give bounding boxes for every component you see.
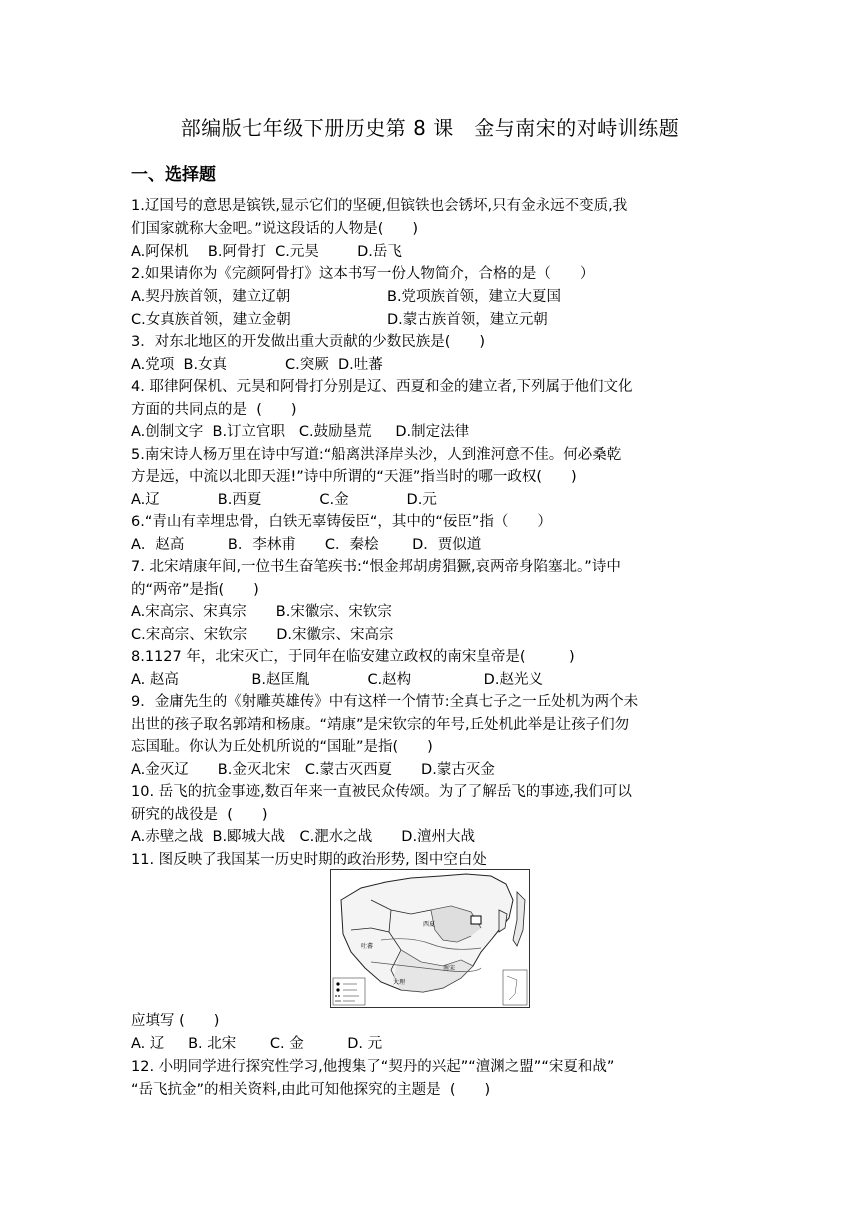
question-11-line-2: 应填写 ( ): [131, 1013, 220, 1029]
question-7-options-1: A.宋高宗、宋真宗 B.宋徽宗、宋钦宗: [131, 604, 392, 620]
question-4-line-2: 方面的共同点的是 ( ): [131, 402, 297, 418]
question-1-options: A.阿保机 B.阿骨打 C.元昊 D.岳飞: [131, 244, 402, 260]
question-10-options: A.赤壁之战 B.郾城大战 C.淝水之战 D.澶州大战: [131, 829, 476, 845]
question-2-option-c: C.女真族首领，建立金朝: [131, 312, 291, 328]
question-9-line-2: 出世的孩子取名郭靖和杨康。“靖康”是宋钦宗的年号,丘处机此举是让孩子们勿: [131, 717, 630, 733]
question-11: 11. 图反映了我国某一历史时期的政治形势, 图中空白处: [131, 852, 487, 868]
question-8-options: A. 赵高 B.赵匡胤 C.赵构 D.赵光义: [131, 672, 543, 688]
question-6: 6.“青山有幸埋忠骨，白铁无辜铸佞臣“，其中的“佞臣”指（ ）: [131, 514, 552, 530]
question-1-line-1: 1.辽国号的意思是镔铁,显示它们的坚硬,但镔铁也会锈坏,只有金永远不变质,我: [131, 198, 628, 214]
question-4-line-1: 4. 耶律阿保机、元昊和阿骨打分别是辽、西夏和金的建立者,下列属于他们文化: [131, 379, 633, 395]
question-2-option-b: B.党项族首领，建立大夏国: [387, 289, 562, 305]
question-7-options-2: C.宋高宗、宋钦宗 D.宋徽宗、宋高宗: [131, 627, 394, 643]
question-9-options: A.金灭辽 B.金灭北宋 C.蒙古灭西夏 D.蒙古灭金: [131, 762, 495, 778]
question-11-options: A. 辽 B. 北宋 C. 金 D. 元: [131, 1036, 383, 1052]
question-5-options: A.辽 B.西夏 C.金 D.元: [131, 492, 437, 508]
historical-map: [330, 869, 530, 1008]
question-9-line-3: 忘国耻。你认为丘处机所说的“国耻”是指( ): [131, 739, 433, 755]
question-4-options: A.创制文字 B.订立官职 C.鼓励垦荒 D.制定法律: [131, 424, 470, 440]
question-12-line-1: 12. 小明同学进行探究性学习,他搜集了“契丹的兴起”“澶渊之盟”“宋夏和战”: [131, 1059, 615, 1075]
map-label-tubo: 吐蕃: [361, 943, 374, 950]
question-12-line-2: “岳飞抗金”的相关资料,由此可知他探究的主题是 ( ): [131, 1082, 491, 1098]
question-3-options: A.党项 B.女真 C.突厥 D.吐蕃: [131, 357, 383, 373]
question-2: 2.如果请你为《完颜阿骨打》这本书写一份人物简介，合格的是（ ）: [131, 266, 595, 282]
question-2-option-d: D.蒙古族首领，建立元朝: [387, 312, 548, 328]
map-label-xixia: 西夏: [423, 921, 436, 928]
map-drawing: [331, 870, 529, 1007]
question-5-line-1: 5.南宋诗人杨万里在诗中写道:“船离洪泽岸头沙，人到淮河意不佳。何必桑乾: [131, 447, 622, 463]
question-8: 8.1127 年，北宋灭亡，于同年在临安建立政权的南宋皇帝是( ): [131, 649, 575, 665]
question-9-line-1: 9．金庸先生的《射雕英雄传》中有这样一个情节:全真七子之一丘处机为两个未: [131, 694, 639, 710]
question-2-option-a: A.契丹族首领，建立辽朝: [131, 289, 291, 305]
question-7-line-2: 的“两帝”是指( ): [131, 582, 259, 598]
question-5-line-2: 方是远，中流以北即天涯!”诗中所谓的“天涯”指当时的哪一政权( ): [131, 469, 577, 485]
question-10-line-1: 10. 岳飞的抗金事迹,数百年来一直被民众传颂。为了了解岳飞的事迹,我们可以: [131, 784, 632, 800]
map-label-dali: 大理: [393, 979, 406, 986]
question-1-line-2: 们国家就称大金吧。”说这段话的人物是( ): [131, 221, 419, 237]
question-10-line-2: 研究的战役是 ( ): [131, 807, 268, 823]
page-title: 部编版七年级下册历史第 8 课 金与南宋的对峙训练题: [180, 116, 680, 140]
question-6-options: A．赵高 B．李林甫 C．秦桧 D．贾似道: [131, 537, 482, 553]
map-label-nansong: 南宋: [443, 965, 456, 972]
question-7-line-1: 7. 北宋靖康年间,一位书生奋笔疾书:“恨金邦胡虏猖獗,哀两帝身陷塞北。”诗中: [131, 559, 621, 575]
section-heading: 一、选择题: [131, 165, 216, 185]
question-3: 3．对东北地区的开发做出重大贡献的少数民族是( ): [131, 334, 486, 350]
